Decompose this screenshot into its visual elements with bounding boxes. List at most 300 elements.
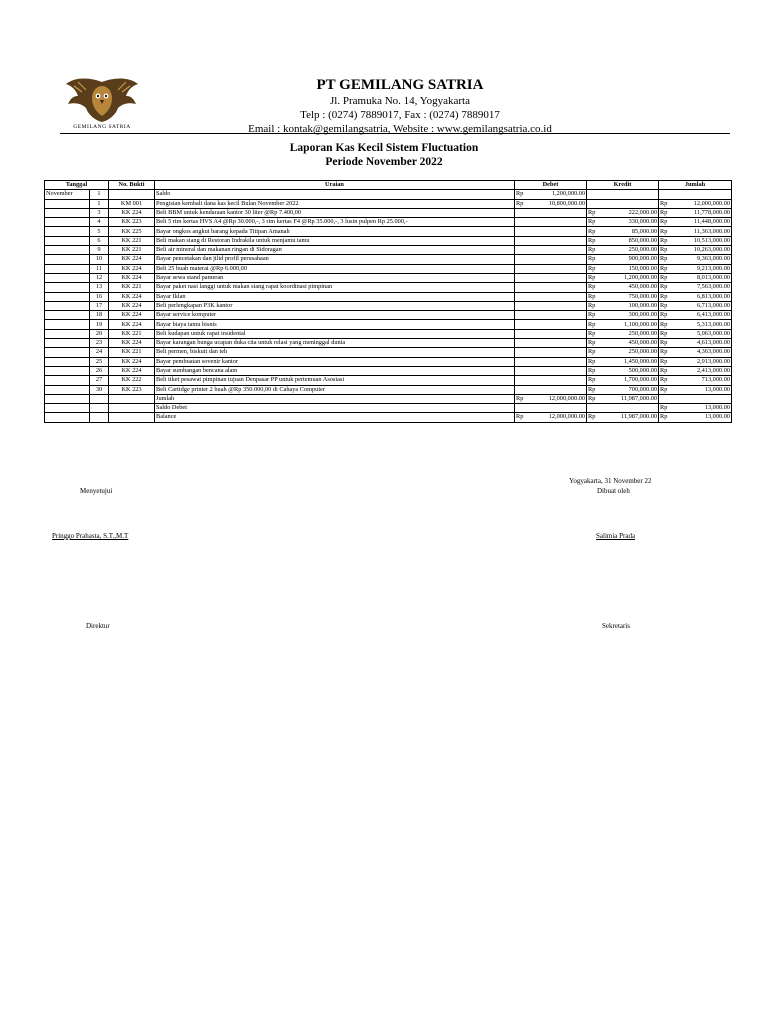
cell-day: 1: [90, 190, 109, 199]
cell-jumlah-value: 9,363,000.00: [696, 255, 730, 263]
currency-label: Rp: [588, 366, 596, 374]
approver-title: Direktur: [86, 622, 110, 630]
summary-kredit-value: 11,987,000.00: [621, 394, 657, 402]
cell-month: [45, 311, 90, 320]
cell-uraian: Bayar service komputer: [155, 311, 515, 320]
cell-debet: [515, 301, 587, 310]
cell-no-bukti: KK 224: [109, 339, 155, 348]
company-email: Email : kontak@gemilangsatria, Website : www.gemilangsatria.co.id: [248, 123, 552, 135]
cell-jumlah: [659, 246, 732, 255]
cell-day: 9: [90, 246, 109, 255]
report-title-block: [0, 141, 768, 169]
cell-jumlah: [659, 208, 732, 217]
cell-day: 25: [90, 357, 109, 366]
cell-jumlah-value: 2,913,000.00: [696, 357, 730, 365]
cell-kredit-value: 100,000.00: [628, 301, 657, 309]
cell-day: 6: [90, 236, 109, 245]
currency-label: Rp: [660, 199, 668, 207]
cell-day: 23: [90, 339, 109, 348]
cell-kredit: [587, 357, 659, 366]
summary-jumlah: [659, 394, 732, 403]
cell-month: [45, 255, 90, 264]
currency-label: Rp: [660, 339, 668, 347]
currency-label: Rp: [516, 413, 524, 421]
cell-debet: [515, 283, 587, 292]
cell-jumlah-value: 4,363,000.00: [696, 348, 730, 356]
cell-debet: [515, 292, 587, 301]
cell-no-bukti: [109, 394, 155, 403]
cell-debet: [515, 357, 587, 366]
currency-label: Rp: [660, 385, 668, 393]
cell-kredit: [587, 208, 659, 217]
cell-debet: [515, 311, 587, 320]
table-row: [45, 208, 732, 217]
header-uraian: Uraian: [155, 181, 515, 190]
header-no-bukti: No. Bukti: [109, 181, 155, 190]
currency-label: Rp: [660, 404, 668, 412]
cell-kredit: [587, 227, 659, 236]
currency-label: Rp: [660, 208, 668, 216]
cell-day: 27: [90, 376, 109, 385]
cell-jumlah: [659, 273, 732, 282]
cell-kredit: [587, 292, 659, 301]
cell-kredit-value: 850,000.00: [628, 236, 657, 244]
approved-label: Menyetujui: [80, 487, 113, 495]
cell-uraian: Bayar biaya tamu bisnis: [155, 320, 515, 329]
table-row: [45, 385, 732, 394]
table-row: [45, 376, 732, 385]
cell-no-bukti: KK 224: [109, 311, 155, 320]
cell-uraian: Beli tiket pesawat pimpinan tujuan Denpasar PP untuk pertemuan Asosiasi: [155, 376, 515, 385]
currency-label: Rp: [588, 283, 596, 291]
approver-name: Pringgo Prahasta, S.T.,M.T: [52, 532, 129, 540]
cell-no-bukti: KM 001: [109, 199, 155, 208]
currency-label: Rp: [588, 357, 596, 365]
prepared-label: Dibuat oleh: [597, 487, 630, 495]
cell-no-bukti: KK 223: [109, 385, 155, 394]
currency-label: Rp: [660, 255, 668, 263]
cell-debet-value: 10,800,000.00: [548, 199, 585, 207]
cell-uraian: Bayar sewa stand pameran: [155, 273, 515, 282]
cell-kredit-value: 222,000.00: [628, 208, 657, 216]
table-row: [45, 255, 732, 264]
cell-kredit: [587, 329, 659, 338]
currency-label: Rp: [660, 376, 668, 384]
table-header-row: [45, 181, 732, 190]
cell-no-bukti: KK 221: [109, 329, 155, 338]
cell-month: [45, 246, 90, 255]
cell-no-bukti: KK 224: [109, 366, 155, 375]
cell-debet: [515, 190, 587, 199]
cell-jumlah: [659, 264, 732, 273]
cell-day: 19: [90, 320, 109, 329]
cell-day: 20: [90, 329, 109, 338]
cell-uraian: Beli air mineral dan makanan ringan di Sidoragan: [155, 246, 515, 255]
cell-jumlah: [659, 218, 732, 227]
logo-text: GEMILANG SATRIA: [73, 124, 131, 130]
header-tanggal: Tanggal: [45, 181, 109, 190]
cell-no-bukti: KK 224: [109, 320, 155, 329]
cell-uraian: Bayar Iklan: [155, 292, 515, 301]
currency-label: Rp: [660, 274, 668, 282]
cell-month: [45, 283, 90, 292]
cell-month: [45, 208, 90, 217]
currency-label: Rp: [660, 329, 668, 337]
currency-label: Rp: [588, 385, 596, 393]
cell-uraian: Beli permen, biskuit dan teh: [155, 348, 515, 357]
cell-day: 16: [90, 292, 109, 301]
cell-day: [90, 404, 109, 413]
cell-debet: [515, 329, 587, 338]
table-row: [45, 236, 732, 245]
cell-jumlah-value: 9,213,000.00: [696, 264, 730, 272]
table-row: [45, 264, 732, 273]
cell-no-bukti: KK 224: [109, 208, 155, 217]
cell-no-bukti: KK 224: [109, 273, 155, 282]
cell-debet: [515, 385, 587, 394]
cell-debet: [515, 227, 587, 236]
table-row: [45, 301, 732, 310]
table-row: [45, 348, 732, 357]
cell-no-bukti: KK 221: [109, 283, 155, 292]
cell-kredit-value: 1,100,000.00: [623, 320, 657, 328]
currency-label: Rp: [588, 246, 596, 254]
currency-label: Rp: [588, 348, 596, 356]
cell-month: [45, 227, 90, 236]
cell-kredit: [587, 255, 659, 264]
currency-label: Rp: [660, 357, 668, 365]
cell-kredit: [587, 273, 659, 282]
cell-jumlah-value: 11,363,000.00: [694, 227, 730, 235]
cell-jumlah-value: 8,013,000.00: [696, 274, 730, 282]
cell-month: [45, 329, 90, 338]
cell-month: [45, 385, 90, 394]
cell-jumlah-value: 10,513,000.00: [693, 236, 730, 244]
currency-label: Rp: [660, 236, 668, 244]
cell-jumlah: [659, 283, 732, 292]
summary-row: [45, 404, 732, 413]
cell-month: [45, 236, 90, 245]
cell-debet-value: 1,200,000.00: [551, 190, 585, 198]
cell-jumlah-value: 13,000.00: [704, 385, 730, 393]
cell-debet: [515, 339, 587, 348]
cell-month: [45, 339, 90, 348]
summary-kredit: [587, 394, 659, 403]
cell-day: 18: [90, 311, 109, 320]
cell-kredit: [587, 385, 659, 394]
cell-day: 10: [90, 255, 109, 264]
cell-jumlah-value: 6,413,000.00: [696, 311, 730, 319]
currency-label: Rp: [588, 292, 596, 300]
cell-kredit-value: 150,000.00: [628, 264, 657, 272]
place-date: Yogyakarta, 31 November 22: [569, 477, 652, 485]
cell-uraian: Saldo: [155, 190, 515, 199]
cell-no-bukti: KK 224: [109, 255, 155, 264]
summary-kredit-value: 11,987,000.00: [621, 413, 657, 421]
header-divider: [60, 133, 730, 134]
summary-label: Balance: [155, 413, 515, 422]
cell-uraian: Beli Cartidge printer 2 buah @Rp 350.000,00 di Cahaya Computer: [155, 385, 515, 394]
cell-uraian: Beli 25 buah materai @Rp 6.000,00: [155, 264, 515, 273]
currency-label: Rp: [660, 366, 668, 374]
company-header: [190, 76, 610, 136]
currency-label: Rp: [588, 329, 596, 337]
cell-kredit: [587, 218, 659, 227]
cell-jumlah-value: 11,448,000.00: [694, 218, 730, 226]
cell-jumlah-value: 6,713,000.00: [696, 301, 730, 309]
summary-label: Saldo Debet: [155, 404, 515, 413]
cell-day: 24: [90, 348, 109, 357]
table-row: [45, 320, 732, 329]
currency-label: Rp: [588, 301, 596, 309]
cell-debet: [515, 273, 587, 282]
currency-label: Rp: [588, 376, 596, 384]
cell-debet: [515, 264, 587, 273]
currency-label: Rp: [588, 236, 596, 244]
cell-uraian: Bayar pembuatan sovenir kantor: [155, 357, 515, 366]
table-row: [45, 329, 732, 338]
cell-debet: [515, 246, 587, 255]
cell-no-bukti: KK 222: [109, 376, 155, 385]
cell-kredit-value: 250,000.00: [628, 246, 657, 254]
currency-label: Rp: [660, 283, 668, 291]
cell-kredit-value: 450,000.00: [628, 339, 657, 347]
summary-label: Jumlah: [155, 394, 515, 403]
company-address: Jl. Pramuka No. 14, Yogyakarta: [330, 95, 470, 107]
cell-kredit-value: 900,000.00: [628, 255, 657, 263]
cell-kredit-value: 85,000.00: [631, 227, 657, 235]
cell-jumlah: [659, 320, 732, 329]
currency-label: Rp: [516, 199, 524, 207]
cell-kredit: [587, 236, 659, 245]
cell-debet: [515, 236, 587, 245]
cell-jumlah: [659, 301, 732, 310]
cell-debet: [515, 255, 587, 264]
currency-label: Rp: [660, 227, 668, 235]
cell-kredit-value: 1,200,000.00: [623, 274, 657, 282]
cell-uraian: Beli makan siang di Restoran Indrakila untuk menjamu tamu: [155, 236, 515, 245]
cell-no-bukti: KK 224: [109, 264, 155, 273]
header-jumlah: Jumlah: [659, 181, 732, 190]
table-row: [45, 246, 732, 255]
cell-kredit-value: 450,000.00: [628, 283, 657, 291]
cell-jumlah-value: 2,413,000.00: [696, 366, 730, 374]
cell-month: November: [45, 190, 90, 199]
cell-no-bukti: KK 221: [109, 348, 155, 357]
cell-jumlah-value: 4,613,000.00: [696, 339, 730, 347]
cell-day: 3: [90, 208, 109, 217]
cell-month: [45, 404, 90, 413]
currency-label: Rp: [588, 274, 596, 282]
cell-month: [45, 218, 90, 227]
currency-label: Rp: [588, 413, 596, 421]
cell-jumlah-value: 12,000,000.00: [693, 199, 730, 207]
cell-month: [45, 357, 90, 366]
table-row: [45, 227, 732, 236]
cell-no-bukti: KK 224: [109, 292, 155, 301]
currency-label: Rp: [660, 218, 668, 226]
cell-kredit-value: 750,000.00: [628, 292, 657, 300]
cell-kredit: [587, 339, 659, 348]
cell-jumlah: [659, 255, 732, 264]
cell-uraian: Bayar karangan bunga ucapan duka cita untuk relasi yang meninggal dunia: [155, 339, 515, 348]
cell-kredit: [587, 376, 659, 385]
currency-label: Rp: [660, 320, 668, 328]
cell-kredit: [587, 246, 659, 255]
eagle-logo-icon: [62, 74, 142, 126]
cell-day: 11: [90, 264, 109, 273]
cell-jumlah: [659, 227, 732, 236]
cell-jumlah: [659, 199, 732, 208]
cell-day: 12: [90, 273, 109, 282]
currency-label: Rp: [660, 311, 668, 319]
table-row: [45, 292, 732, 301]
cell-kredit-value: 1,450,000.00: [623, 357, 657, 365]
table-row: [45, 339, 732, 348]
petty-cash-table: [44, 180, 732, 423]
cell-month: [45, 394, 90, 403]
company-name: PT GEMILANG SATRIA: [316, 77, 484, 93]
cell-day: 5: [90, 227, 109, 236]
cell-uraian: Beli 5 rim kertas HVS A4 @Rp 30.000,-, 3 rim kertas F4 @Rp 35.000,-, 3 lusin pulpen Rp 25.000,-: [155, 218, 515, 227]
cell-kredit: [587, 199, 659, 208]
summary-debet: [515, 404, 587, 413]
cell-month: [45, 413, 90, 422]
preparer-title: Sekretaris: [602, 622, 630, 630]
currency-label: Rp: [588, 227, 596, 235]
header-debet: Debet: [515, 181, 587, 190]
cell-uraian: Beli kudapan untuk rapat insidental: [155, 329, 515, 338]
cell-no-bukti: KK 225: [109, 227, 155, 236]
currency-label: Rp: [516, 190, 524, 198]
cell-kredit-value: 250,000.00: [628, 329, 657, 337]
summary-kredit: [587, 404, 659, 413]
summary-jumlah-value: 13,000.00: [704, 413, 730, 421]
currency-label: Rp: [588, 255, 596, 263]
cell-no-bukti: [109, 413, 155, 422]
cell-no-bukti: [109, 404, 155, 413]
cell-kredit: [587, 366, 659, 375]
cell-day: 1: [90, 199, 109, 208]
cell-jumlah: [659, 339, 732, 348]
cell-day: [90, 413, 109, 422]
currency-label: Rp: [660, 348, 668, 356]
cell-jumlah-value: 713,000.00: [701, 376, 730, 384]
cell-jumlah: [659, 311, 732, 320]
table-row: [45, 357, 732, 366]
summary-debet-value: 12,000,000.00: [548, 394, 585, 402]
cell-uraian: Beli BBM untuk kendaraan kantor 30 liter @Rp 7.400,00: [155, 208, 515, 217]
cell-no-bukti: KK 221: [109, 236, 155, 245]
cell-jumlah-value: 5,063,000.00: [696, 329, 730, 337]
cell-month: [45, 301, 90, 310]
cell-jumlah: [659, 357, 732, 366]
cell-jumlah-value: 5,313,000.00: [696, 320, 730, 328]
cell-no-bukti: KK 223: [109, 218, 155, 227]
cell-debet: [515, 218, 587, 227]
cell-uraian: Pengisian kembali dana kas kecil Bulan November 2022: [155, 199, 515, 208]
cell-kredit: [587, 311, 659, 320]
cell-month: [45, 320, 90, 329]
header-kredit: Kredit: [587, 181, 659, 190]
summary-row: [45, 394, 732, 403]
summary-kredit: [587, 413, 659, 422]
cell-jumlah: [659, 366, 732, 375]
cell-month: [45, 366, 90, 375]
cell-no-bukti: KK 224: [109, 357, 155, 366]
cell-kredit-value: 500,000.00: [628, 366, 657, 374]
cell-kredit-value: 250,000.00: [628, 348, 657, 356]
currency-label: Rp: [660, 413, 668, 421]
cell-month: [45, 264, 90, 273]
cell-day: 17: [90, 301, 109, 310]
cell-month: [45, 376, 90, 385]
cell-jumlah-value: 11,778,000.00: [694, 208, 730, 216]
cell-day: [90, 394, 109, 403]
cell-jumlah: [659, 385, 732, 394]
table-row: [45, 199, 732, 208]
cell-kredit: [587, 301, 659, 310]
summary-debet: [515, 394, 587, 403]
cell-jumlah: [659, 376, 732, 385]
table-row: [45, 218, 732, 227]
cell-kredit-value: 300,000.00: [628, 311, 657, 319]
summary-jumlah: [659, 413, 732, 422]
cell-debet: [515, 366, 587, 375]
cell-kredit: [587, 320, 659, 329]
cell-jumlah: [659, 292, 732, 301]
cell-no-bukti: KK 221: [109, 246, 155, 255]
cell-uraian: Bayar ongkos angkut barang kepada Titipan Amanah: [155, 227, 515, 236]
cell-debet: [515, 208, 587, 217]
currency-label: Rp: [660, 301, 668, 309]
cell-kredit: [587, 264, 659, 273]
currency-label: Rp: [588, 311, 596, 319]
cell-jumlah: [659, 190, 732, 199]
cell-debet: [515, 376, 587, 385]
summary-row: [45, 413, 732, 422]
currency-label: Rp: [588, 208, 596, 216]
currency-label: Rp: [660, 246, 668, 254]
cell-kredit-value: 330,000.00: [628, 218, 657, 226]
cell-day: 4: [90, 218, 109, 227]
cell-uraian: Beli perlengkapan P3K kantor: [155, 301, 515, 310]
currency-label: Rp: [588, 264, 596, 272]
cell-jumlah-value: 10,263,000.00: [693, 246, 730, 254]
preparer-name: Salimia Prada: [596, 532, 636, 540]
company-phone: Telp : (0274) 7889017, Fax : (0274) 7889017: [300, 109, 500, 121]
cell-day: 13: [90, 283, 109, 292]
cell-month: [45, 273, 90, 282]
currency-label: Rp: [660, 264, 668, 272]
cell-jumlah: [659, 329, 732, 338]
report-title: Laporan Kas Kecil Sistem Fluctuation: [289, 142, 479, 154]
table-row: [45, 311, 732, 320]
table-row: [45, 190, 732, 199]
currency-label: Rp: [660, 292, 668, 300]
currency-label: Rp: [588, 394, 596, 402]
cell-jumlah-value: 6,813,000.00: [696, 292, 730, 300]
summary-jumlah: [659, 404, 732, 413]
report-period: Periode November 2022: [325, 156, 443, 168]
cell-debet: [515, 320, 587, 329]
currency-label: Rp: [588, 218, 596, 226]
cell-uraian: Bayar sumbangan bencana alam: [155, 366, 515, 375]
table-row: [45, 283, 732, 292]
cell-day: 26: [90, 366, 109, 375]
cell-kredit-value: 1,700,000.00: [623, 376, 657, 384]
currency-label: Rp: [588, 339, 596, 347]
